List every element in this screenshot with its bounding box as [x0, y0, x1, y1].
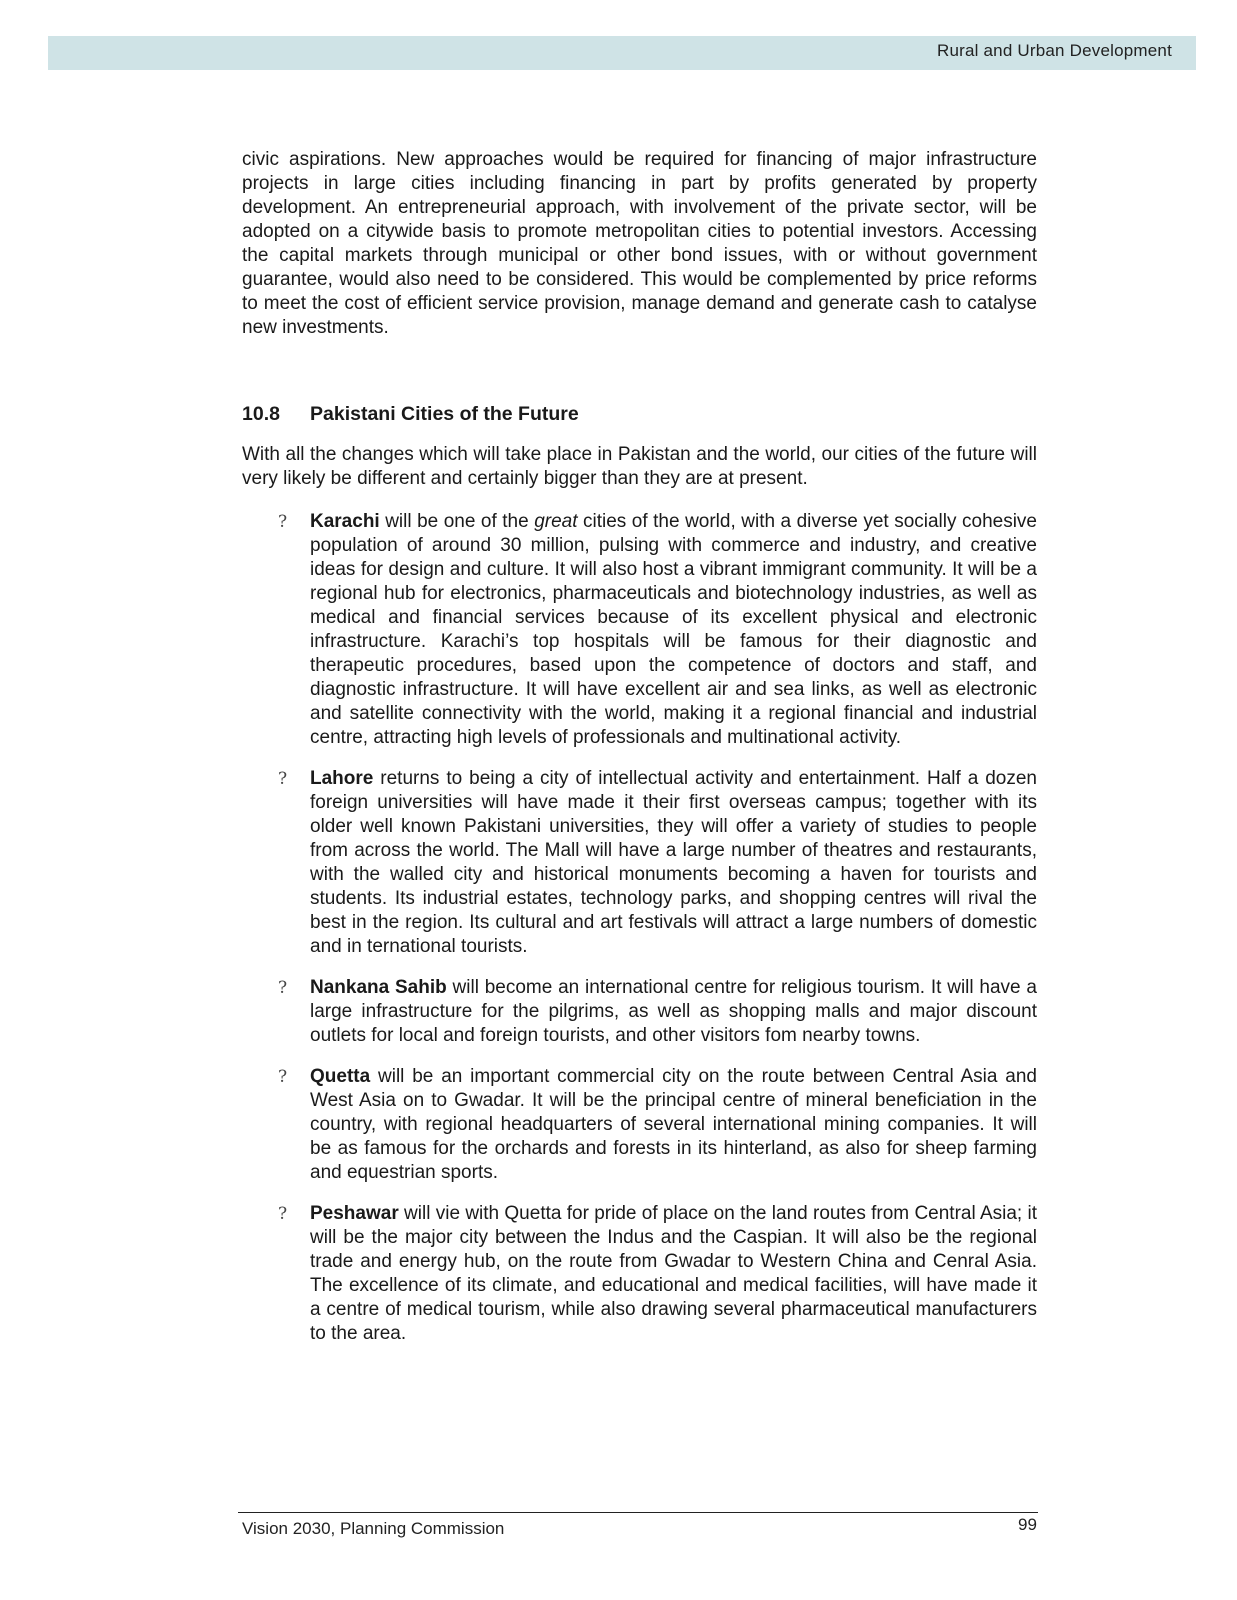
footer-source: Vision 2030, Planning Commission: [242, 1519, 505, 1538]
bullet-marker: ?: [278, 769, 288, 789]
bullet-text: will become an international centre for religious tourism. It will have a large infrastructure for the pilgrims, as well as shopping malls and major discount outlets for local and foreign tourists, and other visitors fom nearby towns.: [310, 977, 1037, 1046]
city-name-karachi: Karachi: [310, 511, 380, 532]
footer-divider: [238, 1512, 1038, 1513]
page-number: 99: [1018, 1515, 1037, 1534]
section-number: 10.8: [242, 403, 280, 425]
list-item-karachi: [242, 510, 1037, 750]
city-name-lahore: Lahore: [310, 768, 374, 789]
bullet-text: returns to being a city of intellectual activity and entertainment. Half a dozen foreign universities will have made it their first overseas campus; together with its older well known Pakistani universities, they will offer a variety of studies to people from across the world. The Mall will have a large number of theatres and restaurants, with the walled city and historical monuments becoming a haven for tourists and students. Its industrial estates, technology parks, and shopping centres will rival the best in the region. Its cultural and art festivals will attract a large numbers of domestic and in ternational tourists.: [310, 768, 1037, 957]
emphasis-text: great: [534, 511, 578, 532]
list-item-quetta: [242, 1065, 1037, 1185]
list-item-lahore: [242, 767, 1037, 959]
city-name-peshawar: Peshawar: [310, 1203, 399, 1224]
list-item-peshawar: [242, 1202, 1037, 1346]
running-header: [48, 36, 1196, 70]
city-name-nankana-sahib: Nankana Sahib: [310, 977, 447, 998]
cities-list: [242, 510, 1037, 1346]
bullet-marker: ?: [278, 1067, 288, 1087]
section-heading: [242, 402, 1037, 426]
section-title: Pakistani Cities of the Future: [310, 403, 579, 425]
bullet-text: will be an important commercial city on the route between Central Asia and West Asia on to Gwadar. It will be the principal centre of mineral beneficiation in the country, with regional headquarters of several international mining companies. It will be as famous for the orchards and forests in its hinterland, as also for sheep farming and equestrian sports.: [310, 1066, 1037, 1183]
page-body: [242, 148, 1037, 1363]
section-intro: With all the changes which will take place in Pakistan and the world, our cities of the future will very likely be different and certainly bigger than they are at present.: [242, 444, 1037, 489]
opening-paragraph: civic aspirations. New approaches would be required for financing of major infrastructure projects in large cities including financing in part by profits generated by property development. An entrepreneurial approach, with involvement of the private sector, will be adopted on a citywide basis to promote metropolitan cities to potential investors. Accessing the capital markets through municipal or other bond issues, with or without government guarantee, would also need to be considered. This would be complemented by price reforms to meet the cost of efficient service provision, manage demand and generate cash to catalyse new investments.: [242, 149, 1037, 338]
bullet-text: will be one of the: [379, 511, 535, 532]
bullet-marker: ?: [278, 512, 288, 532]
bullet-marker: ?: [278, 978, 288, 998]
city-name-quetta: Quetta: [310, 1066, 371, 1087]
list-item-nankana-sahib: [242, 976, 1037, 1048]
bullet-text: will vie with Quetta for pride of place on the land routes from Central Asia; it will be the major city between the Indus and the Caspian. It will also be the regional trade and energy hub, on the route from Gwadar to Western China and Cenral Asia. The excellence of its climate, and educational and medical facilities, will have made it a centre of medical tourism, while also drawing several pharmaceutical manufacturers to the area.: [310, 1203, 1037, 1344]
running-header-title: Rural and Urban Development: [936, 41, 1172, 60]
bullet-text: cities of the world, with a diverse yet socially cohesive population of around 30 million, pulsing with commerce and industry, and creative ideas for design and culture. It will also host a vibrant immigrant community. It will be a regional hub for electronics, pharmaceuticals and biotechnology industries, as well as medical and financial services because of its excellent physical and electronic infrastructure. Karachi’s top hospitals will be famous for their diagnostic and therapeutic procedures, based upon the competence of doctors and staff, and diagnostic infrastructure. It will have excellent air and sea links, as well as electronic and satellite connectivity with the world, making it a regional financial and industrial centre, attracting high levels of professionals and multinational activity.: [310, 511, 1037, 748]
bullet-marker: ?: [278, 1204, 288, 1224]
